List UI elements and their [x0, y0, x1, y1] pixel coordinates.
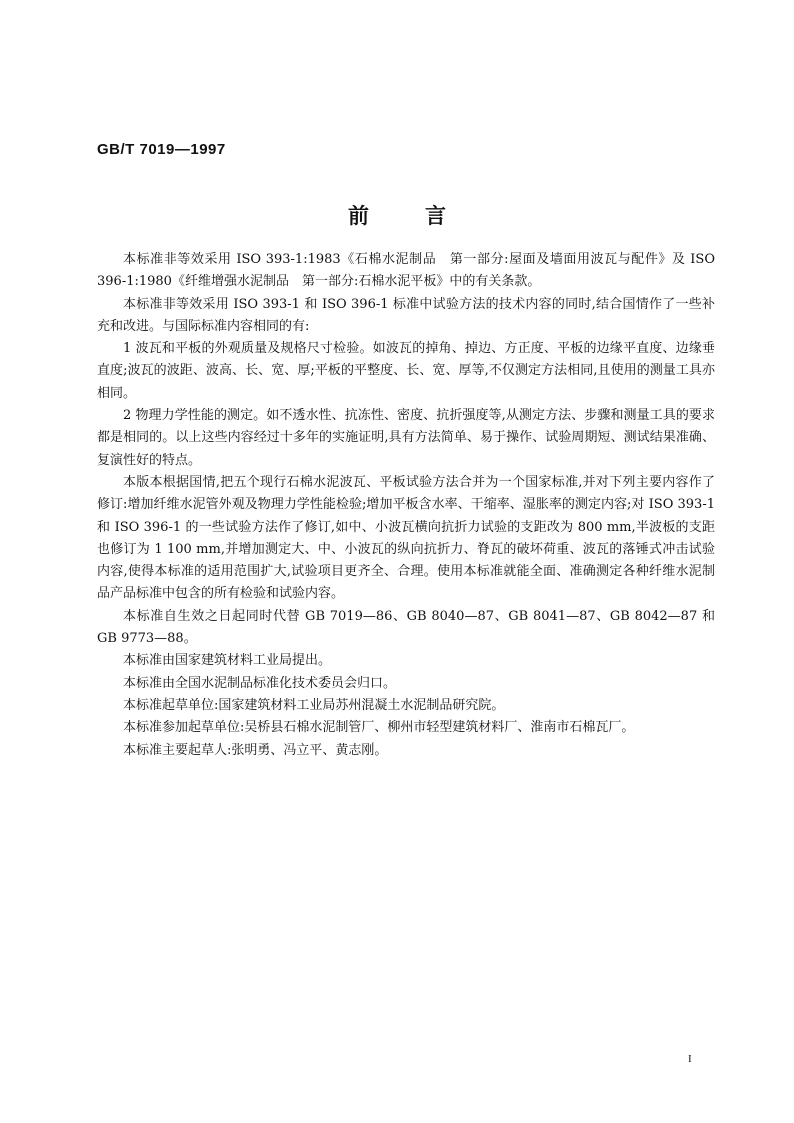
paragraph-adoption: 本标准非等效采用 ISO 393-1:1983《石棉水泥制品 第一部分:屋面及墙面用波瓦与配件》及 ISO 396-1:1980《纤维增强水泥制品 第一部分:石棉水泥平板》中的有关条款。	[97, 252, 715, 290]
paragraph-replaces: 本标准自生效之日起同时代替 GB 7019—86、GB 8040—87、GB 8041—87、GB 8042—87 和 GB 9773—88。	[97, 608, 715, 647]
paragraph-revisions: 本版本根据国情,把五个现行石棉水泥波瓦、平板试验方法合并为一个国家标准,并对下列主要内容作了修订:增加纤维水泥管外观及物理力学性能检验;增加平板含水率、干缩率、湿胀率的测定内容;对 ISO 393-1 和 ISO 396-1 的一些试验方法作了修订,如中、小波瓦横向抗折力试验的支距改为 800 mm,半波板的支距也修订为 1 100 mm,并增加测定大、中、小波瓦的纵向抗折力、脊瓦的破坏荷重、波瓦的落锤式冲击试验内容,使得本标准的适用范围扩大,试验项目更齐全、合理。使用本标准就能全面、准确测定各种纤维水泥制品产品标准中包含的所有检验和试验内容。	[97, 474, 715, 602]
title-char-1: 前	[348, 204, 369, 228]
page-number: I	[688, 1053, 692, 1065]
foreword-body	[97, 249, 715, 762]
paragraph-item-1: 1 波瓦和平板的外观质量及规格尺寸检验。如波瓦的掉角、掉边、方正度、平板的边缘平直度、边缘垂直度;波瓦的波距、波高、长、宽、厚;平板的平整度、长、宽、厚等,不仅测定方法相同,且使用的测量工具亦相同。	[97, 341, 715, 401]
paragraph-proposer: 本标准由国家建筑材料工业局提出。	[123, 653, 332, 669]
paragraph-committee: 本标准由全国水泥制品标准化技术委员会归口。	[123, 675, 397, 691]
standard-code: GB/T 7019—1997	[97, 141, 226, 158]
paragraph-item-2: 2 物理力学性能的测定。如不透水性、抗冻性、密度、抗折强度等,从测定方法、步骤和测量工具的要求都是相同的。以上这些内容经过十多年的实施证明,具有方法简单、易于操作、试验周期短、测试结果准确、复演性好的特点。	[97, 408, 715, 468]
page-title	[0, 200, 794, 230]
paragraph-drafting-unit: 本标准起草单位:国家建筑材料工业局苏州混凝土水泥制品研究院。	[123, 697, 505, 713]
paragraph-drafters: 本标准主要起草人:张明勇、冯立平、黄志刚。	[123, 742, 388, 758]
paragraph-improvements: 本标准非等效采用 ISO 393-1 和 ISO 396-1 标准中试验方法的技术内容的同时,结合国情作了一些补充和改进。与国际标准内容相同的有:	[97, 296, 715, 334]
paragraph-participating-units: 本标准参加起草单位:吴桥县石棉水泥制管厂、柳州市轻型建筑材料厂、淮南市石棉瓦厂。	[123, 720, 635, 736]
title-char-2: 言	[425, 204, 446, 228]
